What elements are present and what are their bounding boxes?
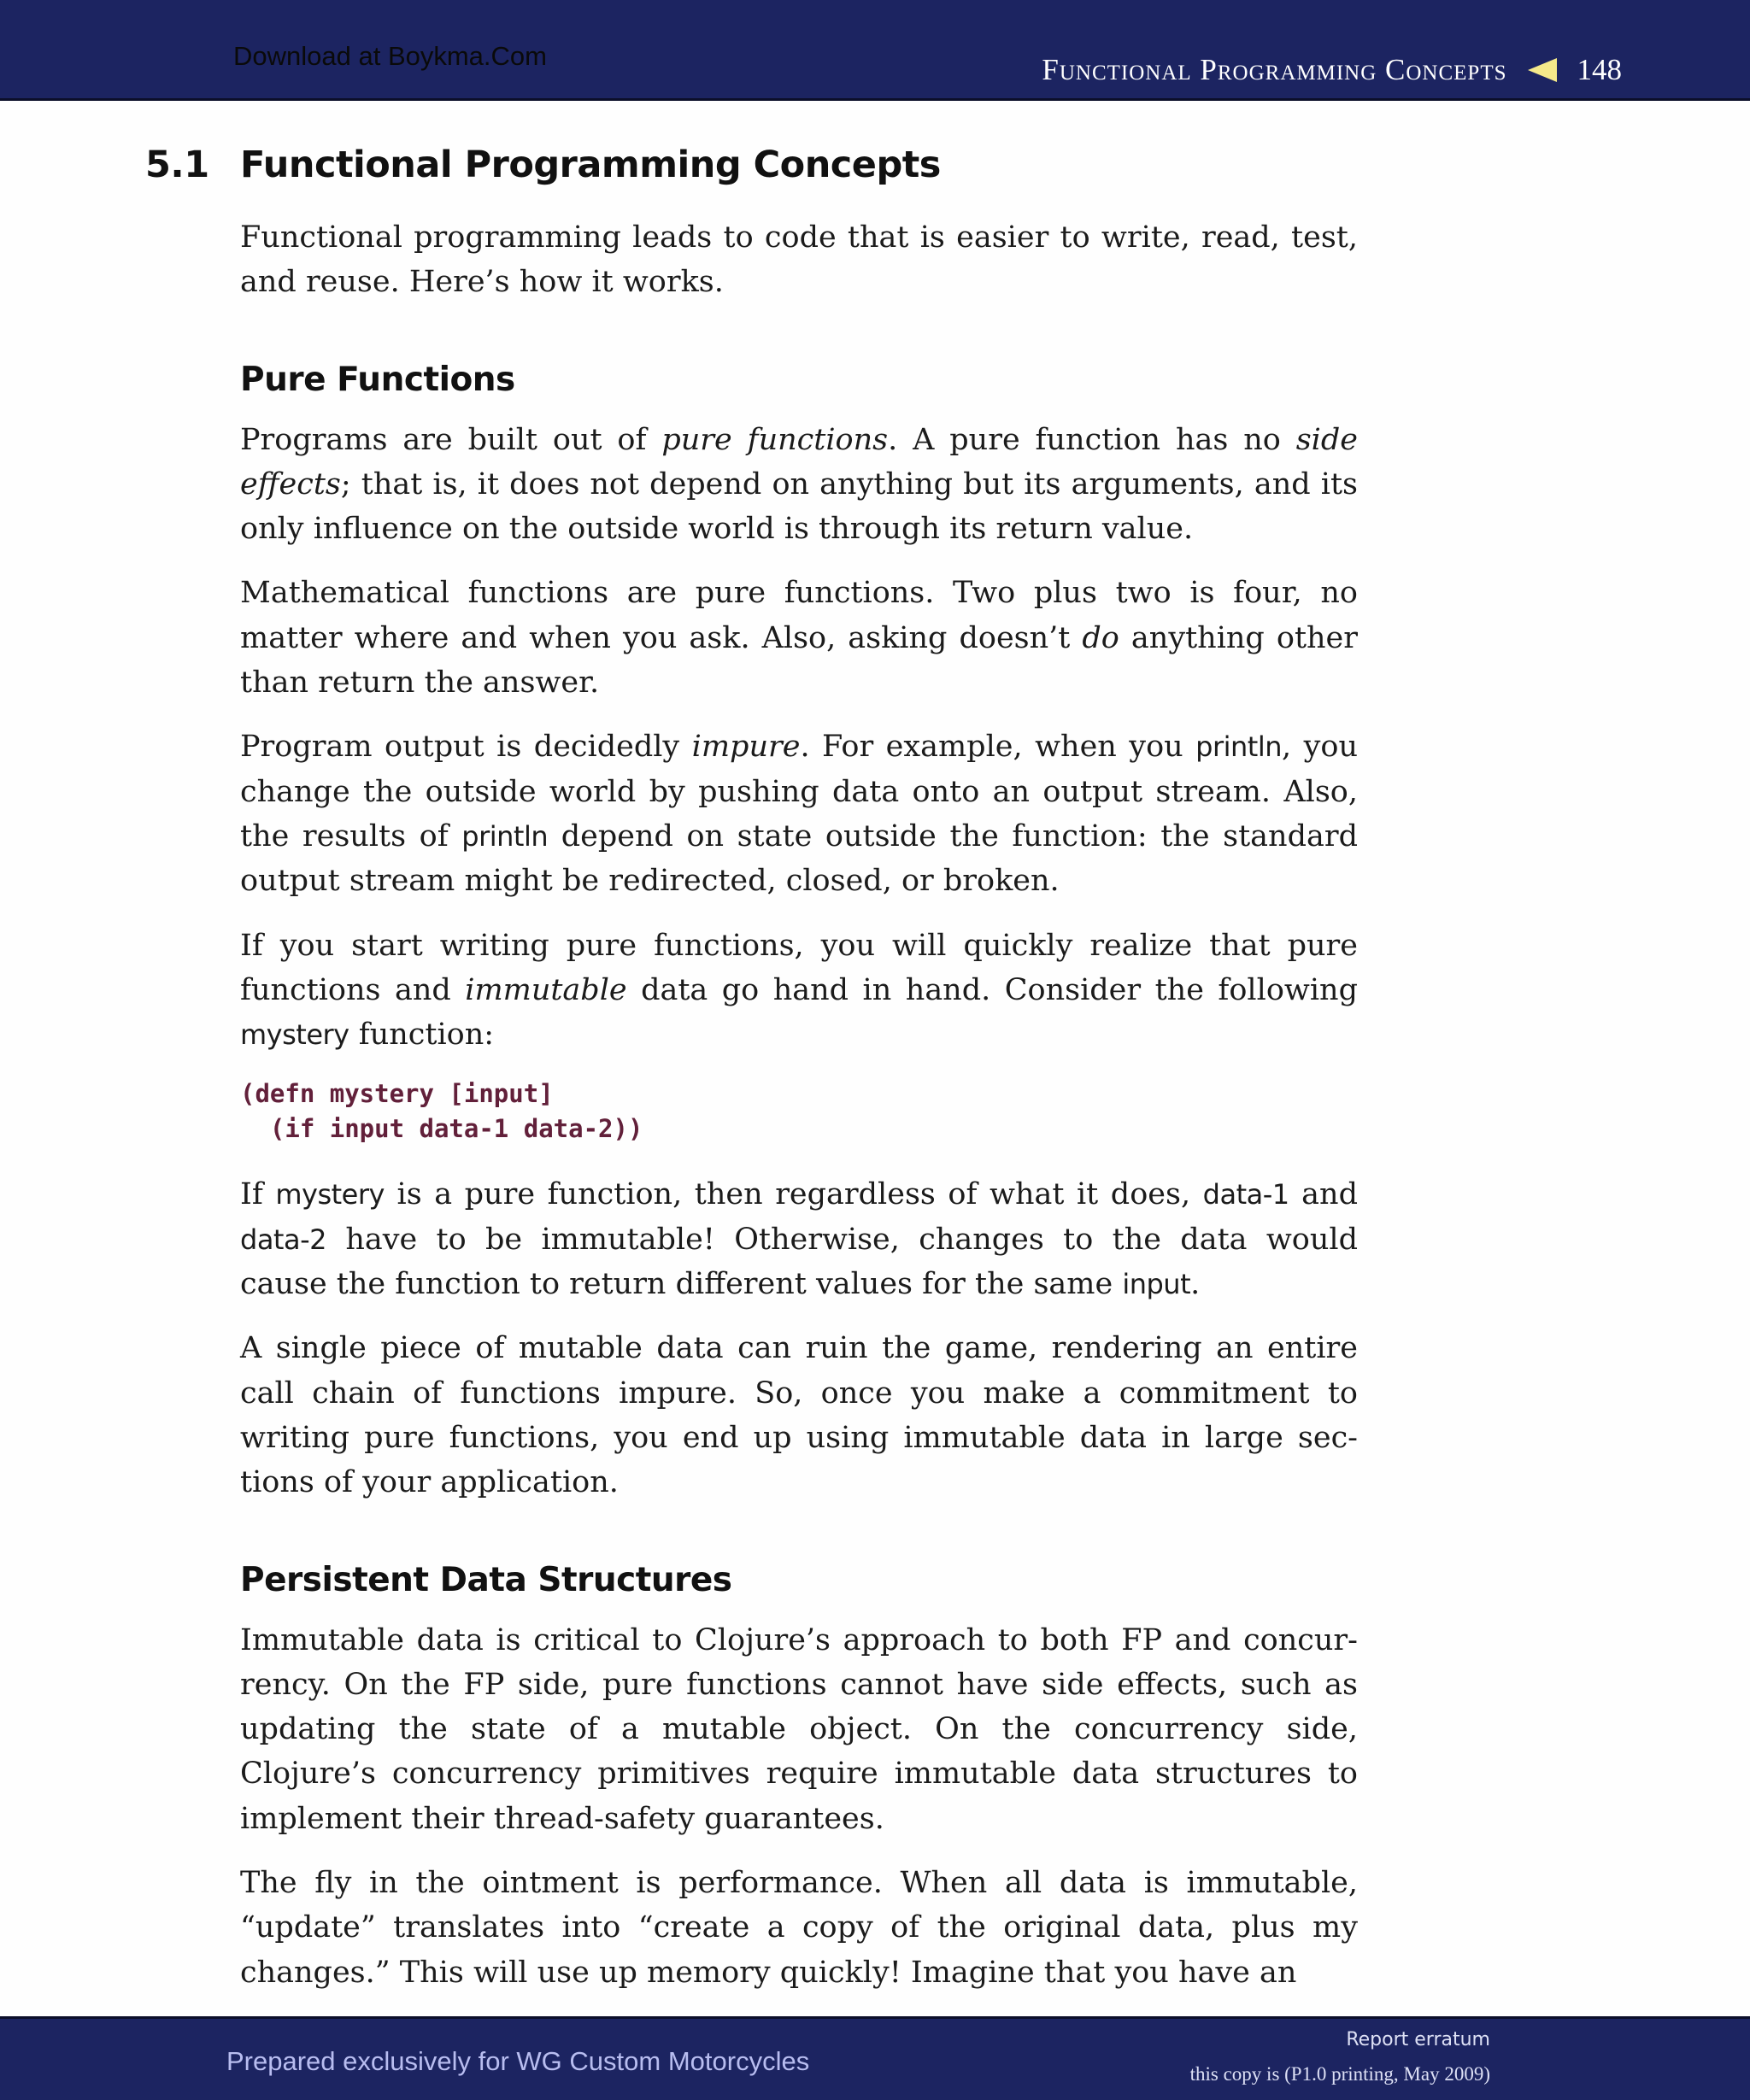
section-number: 5.1 [145, 144, 209, 186]
copy-info-label: this copy is (P1.0 printing, May 2009) [1189, 2063, 1490, 2085]
persistent-paragraph-2: The fly in the ointment is performance. When all data is immutable, “update” translates into “create a copy of the original data, plus my changes.” This will use up memory quickly! Imagine that you have an [240, 1866, 1358, 1990]
persistent-data-structures-heading: Persistent Data Structures [240, 1560, 732, 1599]
inline-code-mystery: mystery [240, 1018, 349, 1052]
text-run: data go hand in hand. Consider the following [626, 972, 1358, 1007]
text-run: ; that is, it does not depend on anything but its arguments, and its only influence on the outside world is through its return value. [240, 466, 1358, 547]
text-run: , you change the outside world by pushing data onto an output stream. Also, the results of [240, 730, 1358, 853]
text-run: anything other than return the answer. [240, 620, 1358, 701]
pure-functions-heading: Pure Functions [240, 360, 515, 399]
text-run: have to be immutable! Otherwise, changes to the data would cause the function to return different values for the same [240, 1222, 1358, 1302]
emphasis-do: do [1082, 620, 1119, 655]
text-run: . For example, when you [800, 730, 1196, 765]
inline-code-input: input [1122, 1268, 1191, 1301]
prepared-for-label: Prepared exclusively for WG Custom Motorcycles [226, 2046, 810, 2076]
inline-code-mystery: mystery [275, 1178, 385, 1211]
previous-page-arrow-icon[interactable] [1528, 58, 1557, 82]
page-header [0, 0, 1750, 101]
emphasis-impure: impure [691, 730, 801, 765]
emphasis-side-effects: side effects [240, 422, 1358, 502]
text-run: Mathematical functions are pure functions. Two plus two is four, no matter where and when you ask. Also, asking doesn’t [240, 576, 1358, 655]
text-run: . A pure function has no [888, 422, 1296, 457]
pure-functions-paragraph-3 [240, 724, 1358, 903]
text-run: function: [349, 1018, 495, 1053]
pure-functions-paragraph-1 [240, 418, 1358, 552]
text-run: If [240, 1177, 276, 1212]
text-run: . [1190, 1267, 1201, 1302]
pure-functions-paragraph-4 [240, 924, 1358, 1058]
inline-code-data-1: data-1 [1202, 1178, 1289, 1211]
code-block-mystery: (defn mystery [input] (if input data-1 data-2)) [240, 1079, 643, 1144]
emphasis-immutable: immutable [465, 972, 627, 1007]
pure-functions-paragraph-2 [240, 571, 1358, 705]
page-number: 148 [1577, 53, 1622, 86]
text-run: depend on state outside the function: the standard output stream might be redirected, closed, or broken. [240, 818, 1358, 899]
text-run: and [1289, 1177, 1358, 1212]
text-run: Programs are built out of [240, 422, 662, 457]
pure-functions-paragraph-6: A single piece of mutable data can ruin the game, rendering an entire call chain of functions impure. So, once you make a commitment to writing pure functions, you end up using immutable data in large sections of your application. [240, 1331, 1358, 1500]
emphasis-pure-functions: pure functions [661, 422, 889, 457]
text-run: Program output is decidedly [240, 730, 692, 765]
page-body [240, 215, 1358, 2015]
page-footer [0, 2016, 1750, 2100]
download-source-label: Download at Boykma.Com [233, 41, 547, 71]
text-run: is a pure function, then regardless of what it does, [384, 1177, 1203, 1212]
section-heading [145, 144, 941, 186]
intro-paragraph: Functional programming leads to code that is easier to write, read, test, and reuse. Here’s how it works. [240, 220, 1358, 300]
inline-code-data-2: data-2 [240, 1223, 326, 1256]
persistent-paragraph-1: Immutable data is critical to Clojure’s approach to both FP and concurrency. On the FP side, pure functions cannot have side effects, such as updating the state of a mutable object. On the concurrency side, Clojure’s concurrency primitives require immutable data structures to implement their thread-safety guarantees. [240, 1622, 1358, 1836]
running-head [1042, 53, 1622, 87]
section-title: Functional Programming Concepts [240, 144, 941, 186]
pure-functions-paragraph-5 [240, 1172, 1358, 1306]
running-title: Functional Programming Concepts [1042, 53, 1507, 86]
inline-code-println: println [461, 819, 549, 853]
inline-code-println: println [1195, 730, 1283, 764]
text-run: If you start writing pure functions, you will quickly realize that pure functions and [240, 928, 1358, 1007]
report-erratum-link[interactable]: Report erratum [1346, 2029, 1490, 2050]
